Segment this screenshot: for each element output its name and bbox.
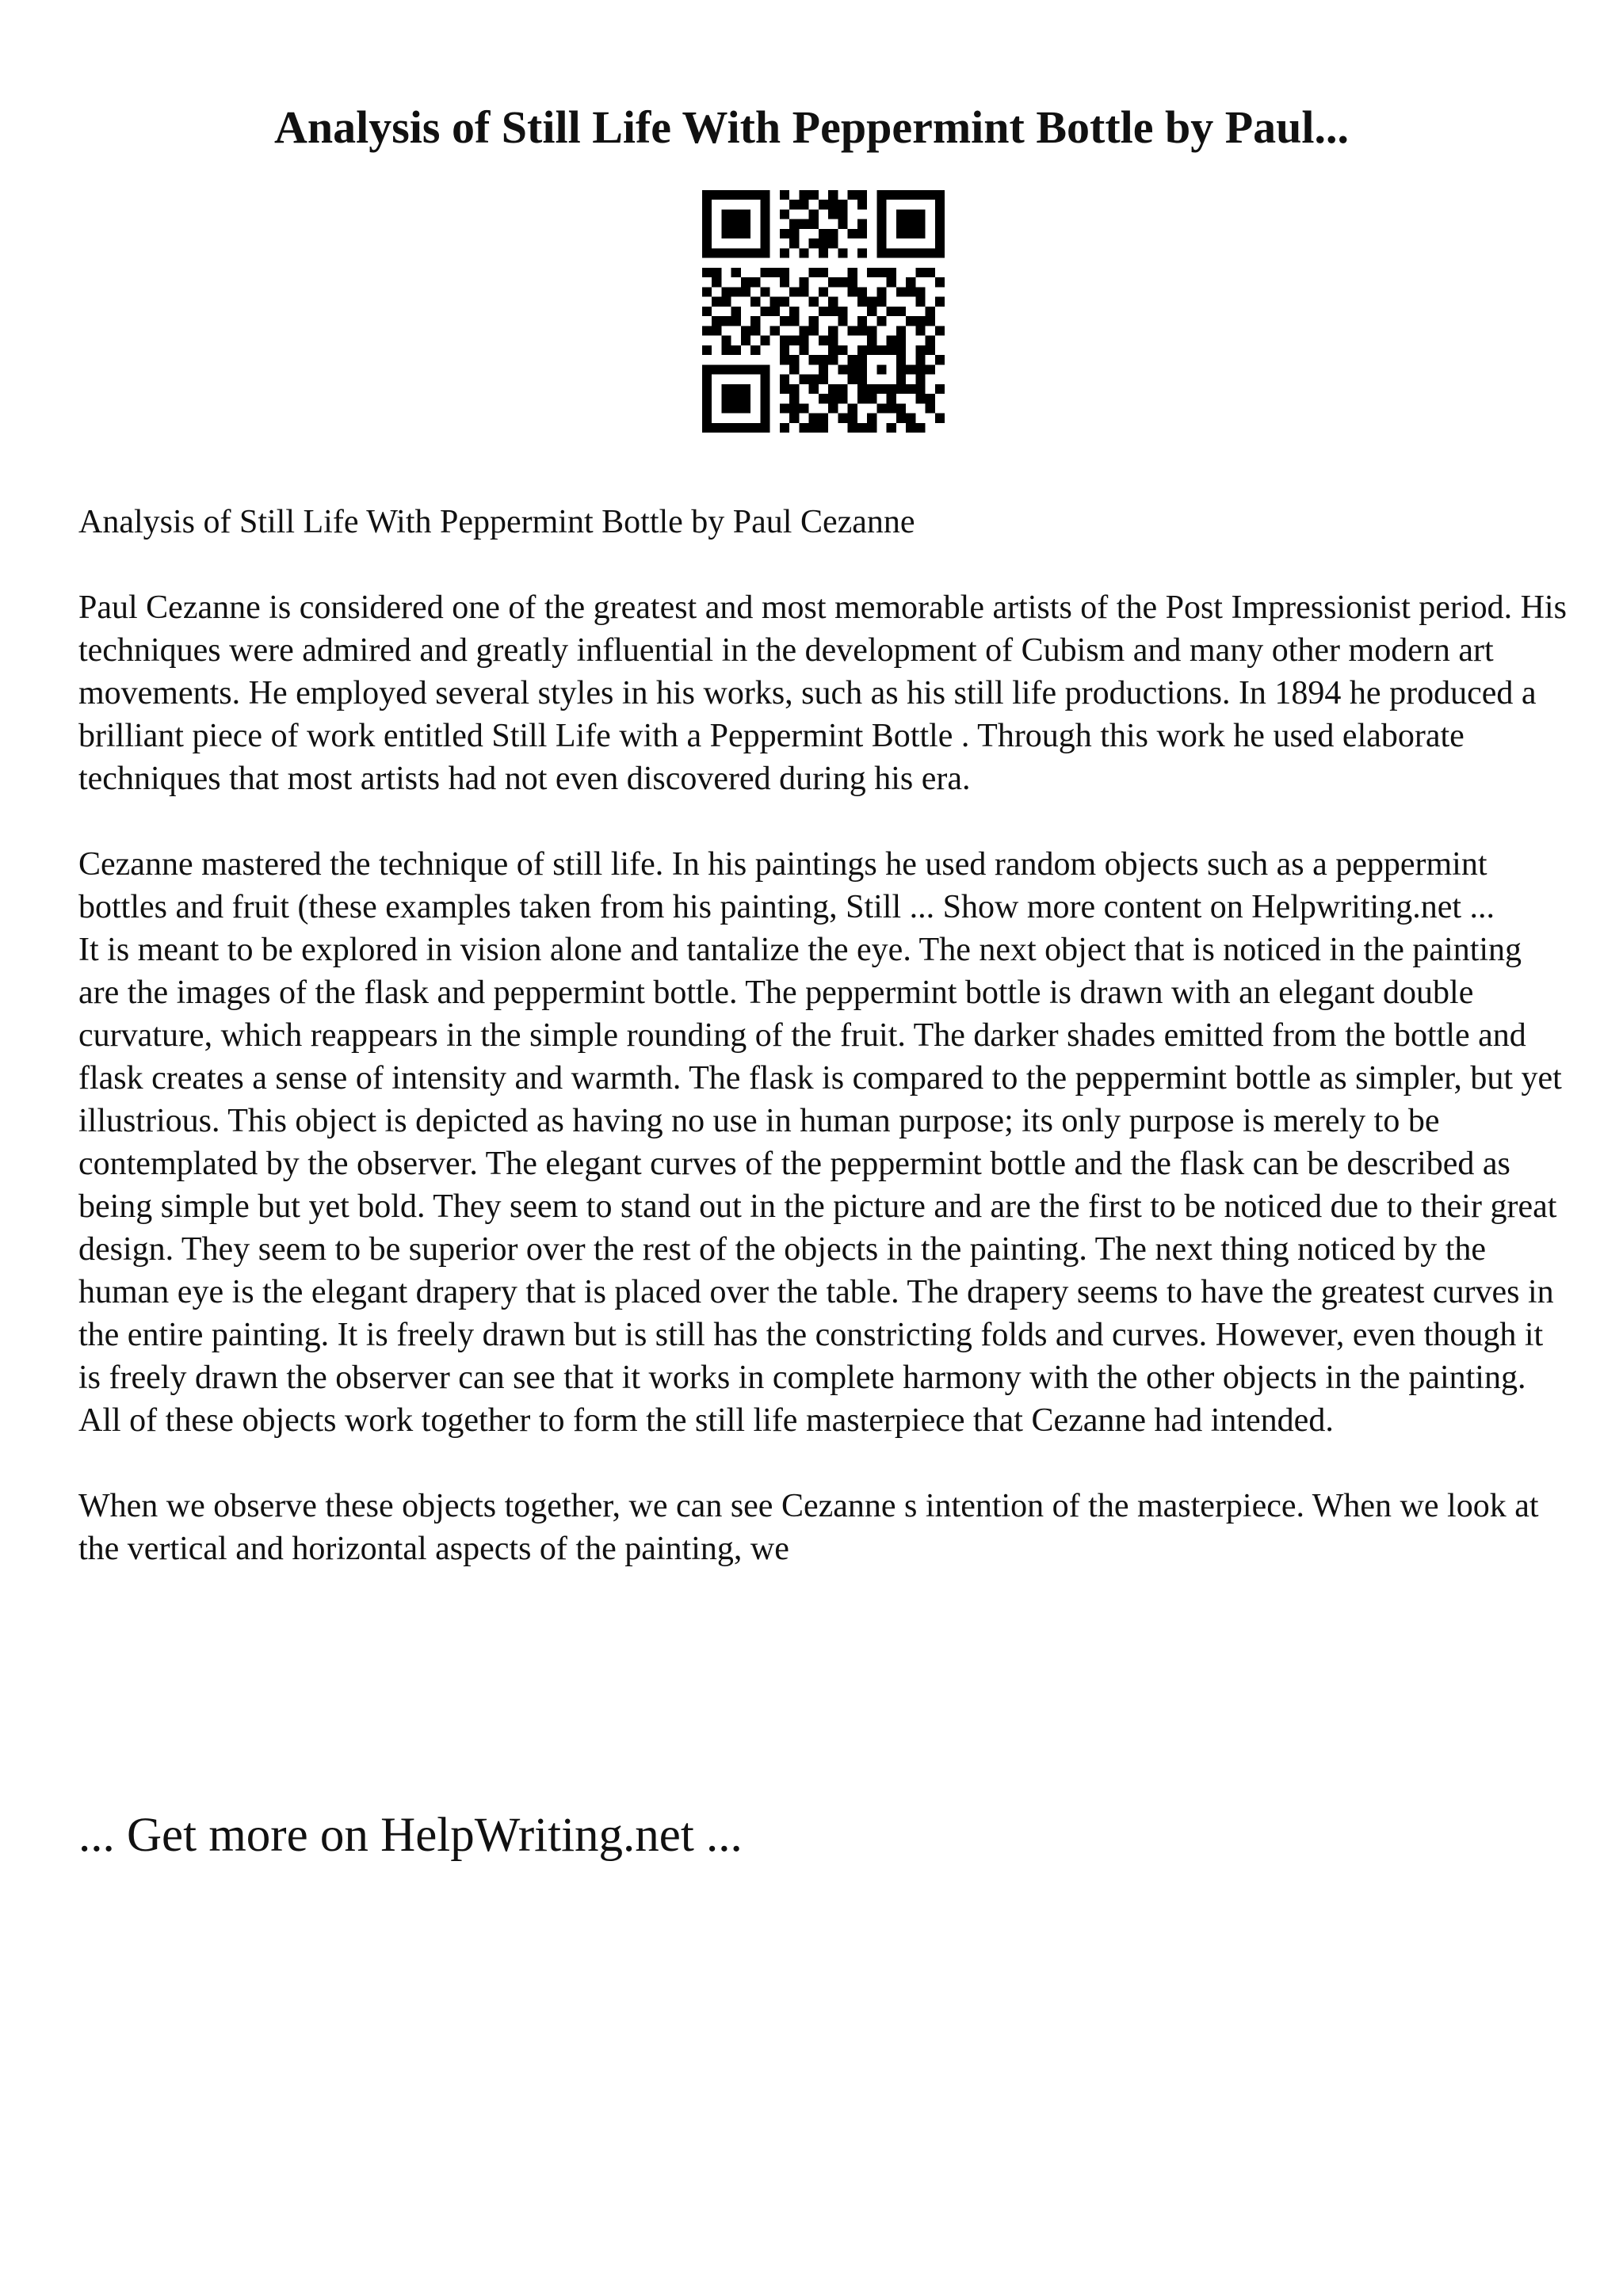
document-title: Analysis of Still Life With Peppermint Bottle by Paul... <box>273 101 1350 153</box>
paragraph-spacer <box>78 543 1568 586</box>
paragraph-spacer <box>78 800 1568 843</box>
paragraph-1: Paul Cezanne is considered one of the greatest and most memorable artists of the Post Impressionist period. His techniques were admired and greatly influential in the development of Cubism and many other modern art movements. He employed several styles in his works, such as his still life productions. In 1894 he produced a brilliant piece of work entitled Still Life with a Peppermint Bottle . Through this work he used elaborate techniques that most artists had not even discovered during his era. <box>78 589 1567 797</box>
get-more-link[interactable]: ... Get more on HelpWriting.net ... <box>78 1809 743 1862</box>
paragraph-2: Cezanne mastered the technique of still life. In his paintings he used random objects such as a peppermint bottles and fruit (these examples taken from his painting, Still ... Show more content on Helpwriting.net ... <box>78 846 1495 925</box>
document-body <box>78 501 1568 1570</box>
paragraph-3: It is meant to be explored in vision alone and tantalize the eye. The next object that is noticed in the painting are the images of the flask and peppermint bottle. The peppermint bottle is drawn with an elegant double curvature, which reappears in the simple rounding of the fruit. The darker shades emitted from the bottle and flask creates a sense of intensity and warmth. The flask is compared to the peppermint bottle as simpler, but yet illustrious. This object is depicted as having no use in human purpose; its only purpose is merely to be contemplated by the observer. The elegant curves of the peppermint bottle and the flask can be described as being simple but yet bold. They seem to stand out in the picture and are the first to be noticed due to their great design. They seem to be superior over the rest of the objects in the painting. The next thing noticed by the human eye is the elegant drapery that is placed over the table. The drapery seems to have the greatest curves in the entire painting. It is freely drawn but is still has the constricting folds and curves. However, even though it is freely drawn the observer can see that it works in complete harmony with the other objects in the painting. All of these objects work together to form the still life masterpiece that Cezanne had intended. <box>78 932 1562 1439</box>
paragraph-4: When we observe these objects together, we can see Cezanne s intention of the masterpiece. When we look at the vertical and horizontal aspects of the painting, we <box>78 1488 1539 1567</box>
paragraph-spacer <box>78 1442 1568 1485</box>
qr-code-icon <box>702 190 945 433</box>
document-subtitle: Analysis of Still Life With Peppermint Bottle by Paul Cezanne <box>78 504 915 540</box>
